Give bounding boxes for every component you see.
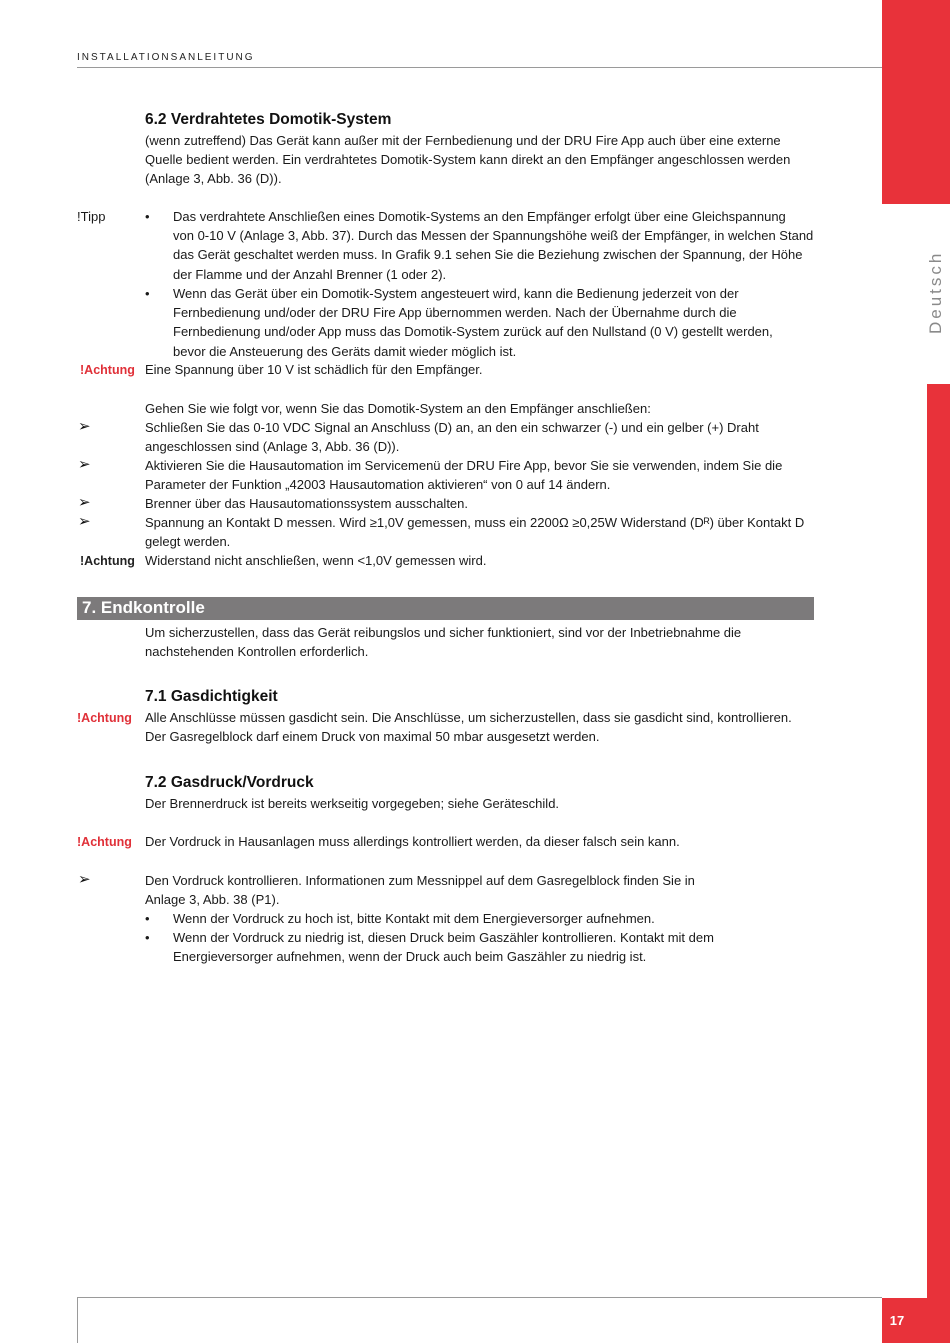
section-7-2-text: Der Brennerdruck ist bereits werkseitig vorgegeben; siehe Geräteschild. bbox=[145, 796, 560, 811]
running-header: INSTALLATIONSANLEITUNG bbox=[77, 52, 255, 63]
text-line: nachstehenden Kontrollen erforderlich. bbox=[145, 644, 369, 660]
text-line: Quelle bedient werden. Ein verdrahtetes Domotik-System kann direkt an den Empfänger angeschlossen werden bbox=[145, 152, 791, 168]
section-7-1-title: 7.1 Gasdichtigkeit bbox=[145, 688, 278, 705]
section-7-2-step bbox=[145, 871, 695, 909]
warning-text: Widerstand nicht anschließen, wenn <1,0V gemessen wird. bbox=[145, 553, 487, 568]
warning-label: !Achtung bbox=[80, 363, 135, 377]
text-line: Den Vordruck kontrollieren. Informationen zum Messnippel auf dem Gasregelblock finden Sie in bbox=[145, 873, 695, 888]
steps-intro: Gehen Sie wie folgt vor, wenn Sie das Domotik-System an den Empfänger anschließen: bbox=[145, 401, 651, 416]
arrow-bullet-icon: ➢ bbox=[78, 871, 91, 888]
arrow-bullet-icon: ➢ bbox=[78, 456, 91, 473]
text-line: Alle Anschlüsse müssen gasdicht sein. Die Anschlüsse, um sicherzustellen, dass sie gasdicht sind, kontrollieren. bbox=[145, 710, 792, 725]
header-rule bbox=[77, 67, 882, 68]
text-line: Spannung an Kontakt D messen. Wird ≥1,0V gemessen, muss ein 2200Ω ≥0,25W Widerstand (Dᴿ) über Kontakt D bbox=[145, 515, 805, 530]
section-7-1-text bbox=[145, 708, 792, 746]
section-7-2-bullet-2 bbox=[173, 928, 714, 966]
text-line: das Gerät geschaltet werden muss. In Grafik 9.1 sehen Sie die Beziehung zwischen der Spannung, der Höhe bbox=[173, 247, 803, 263]
warning-text: Der Vordruck in Hausanlagen muss allerdings kontrolliert werden, da dieser falsch sein kann. bbox=[145, 834, 680, 849]
text-line: Wenn das Gerät über ein Domotik-System angesteuert wird, kann die Bedienung jederzeit von der bbox=[173, 286, 739, 301]
text-line: Wenn der Vordruck zu hoch ist, bitte Kontakt mit dem Energieversorger aufnehmen. bbox=[173, 911, 655, 926]
language-tab bbox=[904, 230, 950, 360]
text-line: Aktivieren Sie die Hausautomation im Servicemenü der DRU Fire App, bevor Sie sie verwenden, indem Sie die bbox=[145, 458, 783, 473]
section-6-2-intro bbox=[145, 131, 790, 189]
bullet-icon: • bbox=[145, 286, 150, 301]
arrow-bullet-icon: ➢ bbox=[78, 494, 91, 511]
bullet-icon: • bbox=[145, 930, 150, 945]
text-line: Fernbedienung und/oder App muss das Domotik-System zurück auf den Nullstand (0 V) gestellt werden, bbox=[173, 324, 773, 340]
tip-bullet-2 bbox=[173, 284, 773, 361]
section-7-2-bullet-1 bbox=[173, 909, 655, 928]
text-line: (Anlage 3, Abb. 36 (D)). bbox=[145, 171, 282, 187]
text-line: der Flamme und der Anzahl Brenner (1 oder 2). bbox=[173, 266, 447, 282]
section-7-intro bbox=[145, 623, 741, 661]
text-line: Der Gasregelblock darf einem Druck von maximal 50 mbar ausgesetzt werden. bbox=[145, 729, 600, 745]
step-3 bbox=[145, 494, 468, 513]
text-line: Parameter der Funktion „42003 Hausautomation aktivieren“ von 0 auf 14 ändern. bbox=[145, 477, 611, 493]
warning-label: !Achtung bbox=[80, 554, 135, 568]
text-line: Das verdrahtete Anschließen eines Domotik-Systems an den Empfänger erfolgt über eine Gleichspannung bbox=[173, 209, 786, 224]
text-line: Energieversorger aufnehmen, wenn der Druck auch beim Gaszähler zu niedrig ist. bbox=[173, 949, 647, 965]
red-tab-top bbox=[882, 0, 950, 204]
bullet-icon: • bbox=[145, 209, 150, 224]
text-line: Anlage 3, Abb. 38 (P1). bbox=[145, 892, 280, 908]
arrow-bullet-icon: ➢ bbox=[78, 418, 91, 435]
section-7-2-title: 7.2 Gasdruck/Vordruck bbox=[145, 774, 314, 791]
tip-bullet-1 bbox=[173, 207, 813, 284]
step-4 bbox=[145, 513, 804, 551]
page-number: 17 bbox=[889, 1313, 905, 1328]
text-line: Brenner über das Hausautomationssystem ausschalten. bbox=[145, 496, 469, 511]
text-line: angeschlossen sind (Anlage 3, Abb. 36 (D)). bbox=[145, 439, 400, 455]
section-7-heading-bar bbox=[77, 597, 814, 620]
warning-text: Eine Spannung über 10 V ist schädlich für den Empfänger. bbox=[145, 362, 483, 377]
red-tab-side bbox=[927, 384, 950, 1298]
text-line: (wenn zutreffend) Das Gerät kann außer mit der Fernbedienung und der DRU Fire App auch über eine externe bbox=[145, 133, 781, 148]
warning-label: !Achtung bbox=[77, 711, 132, 725]
text-line: Wenn der Vordruck zu niedrig ist, diesen Druck beim Gaszähler kontrollieren. Kontakt mit dem bbox=[173, 930, 714, 945]
text-line: bevor die Ansteuerung des Geräts damit wieder möglich ist. bbox=[173, 343, 517, 359]
section-7-title: 7. Endkontrolle bbox=[82, 598, 205, 617]
text-line: Um sicherzustellen, dass das Gerät reibungslos und sicher funktioniert, sind vor der Inbetriebnahme die bbox=[145, 625, 742, 640]
section-6-2-title: 6.2 Verdrahtetes Domotik-System bbox=[145, 111, 392, 128]
step-1 bbox=[145, 418, 759, 456]
tip-label: !Tipp bbox=[77, 209, 106, 224]
arrow-bullet-icon: ➢ bbox=[78, 513, 91, 530]
step-2 bbox=[145, 456, 782, 494]
text-line: Schließen Sie das 0-10 VDC Signal an Anschluss (D) an, an den ein schwarzer (-) und ein gelber (+) Draht bbox=[145, 420, 759, 435]
text-line: von 0-10 V (Anlage 3, Abb. 37). Durch das Messen der Spannungshöhe weiß der Empfänger, in welchen Stand bbox=[173, 228, 814, 244]
footer-rule-vertical bbox=[77, 1297, 78, 1343]
text-line: gelegt werden. bbox=[145, 534, 231, 550]
warning-label: !Achtung bbox=[77, 835, 132, 849]
text-line: Fernbedienung und/oder der DRU Fire App übernommen werden. Nach der Übernahme durch die bbox=[173, 305, 737, 321]
language-label: Deutsch bbox=[926, 250, 945, 334]
bullet-icon: • bbox=[145, 911, 150, 926]
footer-rule bbox=[77, 1297, 882, 1298]
